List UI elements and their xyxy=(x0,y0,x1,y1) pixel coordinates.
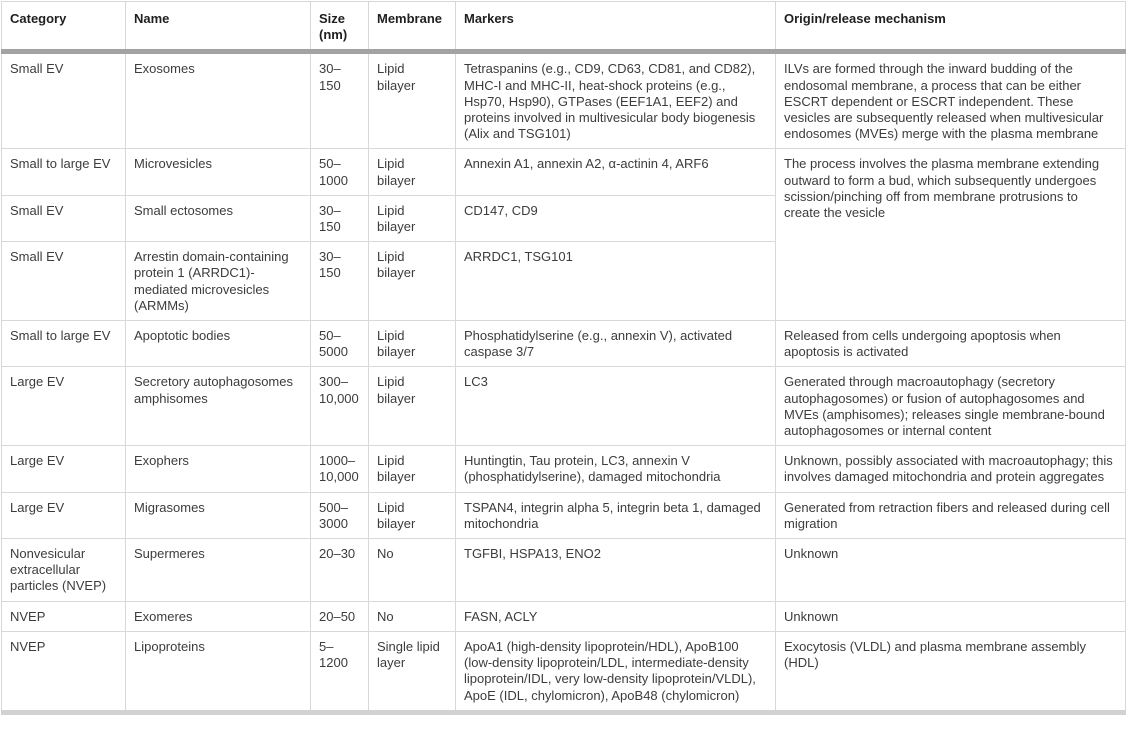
cell-size: 50–1000 xyxy=(311,149,369,195)
cell-name: Exophers xyxy=(126,446,311,492)
cell-markers: TGFBI, HSPA13, ENO2 xyxy=(456,539,776,602)
cell-category: Large EV xyxy=(2,367,126,446)
cell-size: 5–1200 xyxy=(311,631,369,712)
cell-membrane: Lipid bilayer xyxy=(369,321,456,367)
table-body xyxy=(2,52,1126,712)
column-header-origin: Origin/release mechanism xyxy=(776,2,1126,52)
cell-origin: Generated from retraction fibers and released during cell migration xyxy=(776,492,1126,538)
cell-size: 20–30 xyxy=(311,539,369,602)
cell-membrane: Single lipid layer xyxy=(369,631,456,712)
cell-category: Large EV xyxy=(2,446,126,492)
cell-markers: Tetraspanins (e.g., CD9, CD63, CD81, and CD82), MHC-I and MHC-II, heat-shock proteins (e.g., Hsp70, Hsp90), GTPases (EEF1A1, EEF2) and proteins involved in multivesicular body biogenesis (Alix and TSG101) xyxy=(456,52,776,149)
cell-category: Small EV xyxy=(2,242,126,321)
table-row xyxy=(2,492,1126,538)
cell-size: 30–150 xyxy=(311,195,369,241)
cell-size: 1000–10,000 xyxy=(311,446,369,492)
table-row xyxy=(2,446,1126,492)
cell-origin: Unknown xyxy=(776,539,1126,602)
cell-category: Large EV xyxy=(2,492,126,538)
cell-size: 300–10,000 xyxy=(311,367,369,446)
cell-origin: ILVs are formed through the inward budding of the endosomal membrane, a process that can be either ESCRT dependent or ESCRT independent. These vesicles are subsequently released when multivesicular endosomes (MVEs) merge with the plasma membrane xyxy=(776,52,1126,149)
cell-size: 500–3000 xyxy=(311,492,369,538)
cell-size: 30–150 xyxy=(311,242,369,321)
column-header-membrane: Membrane xyxy=(369,2,456,52)
cell-origin: Generated through macroautophagy (secretory autophagosomes) or fusion of autophagosomes and MVEs (amphisomes); releases single membrane-bound autophagosomes or internal content xyxy=(776,367,1126,446)
table-row xyxy=(2,367,1126,446)
cell-markers: Annexin A1, annexin A2, α-actinin 4, ARF6 xyxy=(456,149,776,195)
cell-size: 30–150 xyxy=(311,52,369,149)
cell-membrane: Lipid bilayer xyxy=(369,446,456,492)
cell-category: Small to large EV xyxy=(2,321,126,367)
cell-membrane: No xyxy=(369,601,456,631)
header-row xyxy=(2,2,1126,52)
cell-origin: Exocytosis (VLDL) and plasma membrane assembly (HDL) xyxy=(776,631,1126,712)
table-row xyxy=(2,539,1126,602)
cell-size: 20–50 xyxy=(311,601,369,631)
cell-category: Small EV xyxy=(2,52,126,149)
cell-category: NVEP xyxy=(2,601,126,631)
cell-name: Migrasomes xyxy=(126,492,311,538)
cell-markers: LC3 xyxy=(456,367,776,446)
cell-name: Lipoproteins xyxy=(126,631,311,712)
cell-name: Arrestin domain-containing protein 1 (ARRDC1)-mediated microvesicles (ARMMs) xyxy=(126,242,311,321)
cell-markers: ApoA1 (high-density lipoprotein/HDL), ApoB100 (low-density lipoprotein/LDL, intermediate-density lipoprotein/IDL, very low-density lipoprotein/VLDL), ApoE (IDL, chylomicron), ApoB48 (chylomicron) xyxy=(456,631,776,712)
cell-markers: TSPAN4, integrin alpha 5, integrin beta 1, damaged mitochondria xyxy=(456,492,776,538)
cell-name: Microvesicles xyxy=(126,149,311,195)
ev-classification-table xyxy=(1,1,1126,715)
cell-membrane: Lipid bilayer xyxy=(369,195,456,241)
cell-membrane: Lipid bilayer xyxy=(369,149,456,195)
cell-name: Small ectosomes xyxy=(126,195,311,241)
cell-markers: FASN, ACLY xyxy=(456,601,776,631)
cell-category: NVEP xyxy=(2,631,126,712)
table-row xyxy=(2,321,1126,367)
cell-origin: Released from cells undergoing apoptosis when apoptosis is activated xyxy=(776,321,1126,367)
cell-membrane: No xyxy=(369,539,456,602)
cell-origin: Unknown, possibly associated with macroautophagy; this involves damaged mitochondria and protein aggregates xyxy=(776,446,1126,492)
cell-name: Supermeres xyxy=(126,539,311,602)
cell-category: Nonvesicular extracellular particles (NVEP) xyxy=(2,539,126,602)
cell-name: Apoptotic bodies xyxy=(126,321,311,367)
table-header xyxy=(2,2,1126,52)
cell-category: Small to large EV xyxy=(2,149,126,195)
cell-markers: Phosphatidylserine (e.g., annexin V), activated caspase 3/7 xyxy=(456,321,776,367)
column-header-name: Name xyxy=(126,2,311,52)
cell-markers: ARRDC1, TSG101 xyxy=(456,242,776,321)
cell-category: Small EV xyxy=(2,195,126,241)
cell-markers: CD147, CD9 xyxy=(456,195,776,241)
cell-membrane: Lipid bilayer xyxy=(369,52,456,149)
cell-name: Exosomes xyxy=(126,52,311,149)
cell-markers: Huntingtin, Tau protein, LC3, annexin V (phosphatidylserine), damaged mitochondria xyxy=(456,446,776,492)
cell-name: Secretory autophagosomes amphisomes xyxy=(126,367,311,446)
cell-name: Exomeres xyxy=(126,601,311,631)
table-row xyxy=(2,52,1126,149)
column-header-markers: Markers xyxy=(456,2,776,52)
cell-origin: Unknown xyxy=(776,601,1126,631)
table-row xyxy=(2,601,1126,631)
table-row xyxy=(2,149,1126,195)
cell-membrane: Lipid bilayer xyxy=(369,242,456,321)
table-row xyxy=(2,631,1126,712)
cell-membrane: Lipid bilayer xyxy=(369,367,456,446)
column-header-category: Category xyxy=(2,2,126,52)
cell-size: 50–5000 xyxy=(311,321,369,367)
cell-membrane: Lipid bilayer xyxy=(369,492,456,538)
cell-origin: The process involves the plasma membrane extending outward to form a bud, which subsequently undergoes scission/pinching off from membrane protrusions to create the vesicle xyxy=(776,149,1126,321)
column-header-size: Size (nm) xyxy=(311,2,369,52)
